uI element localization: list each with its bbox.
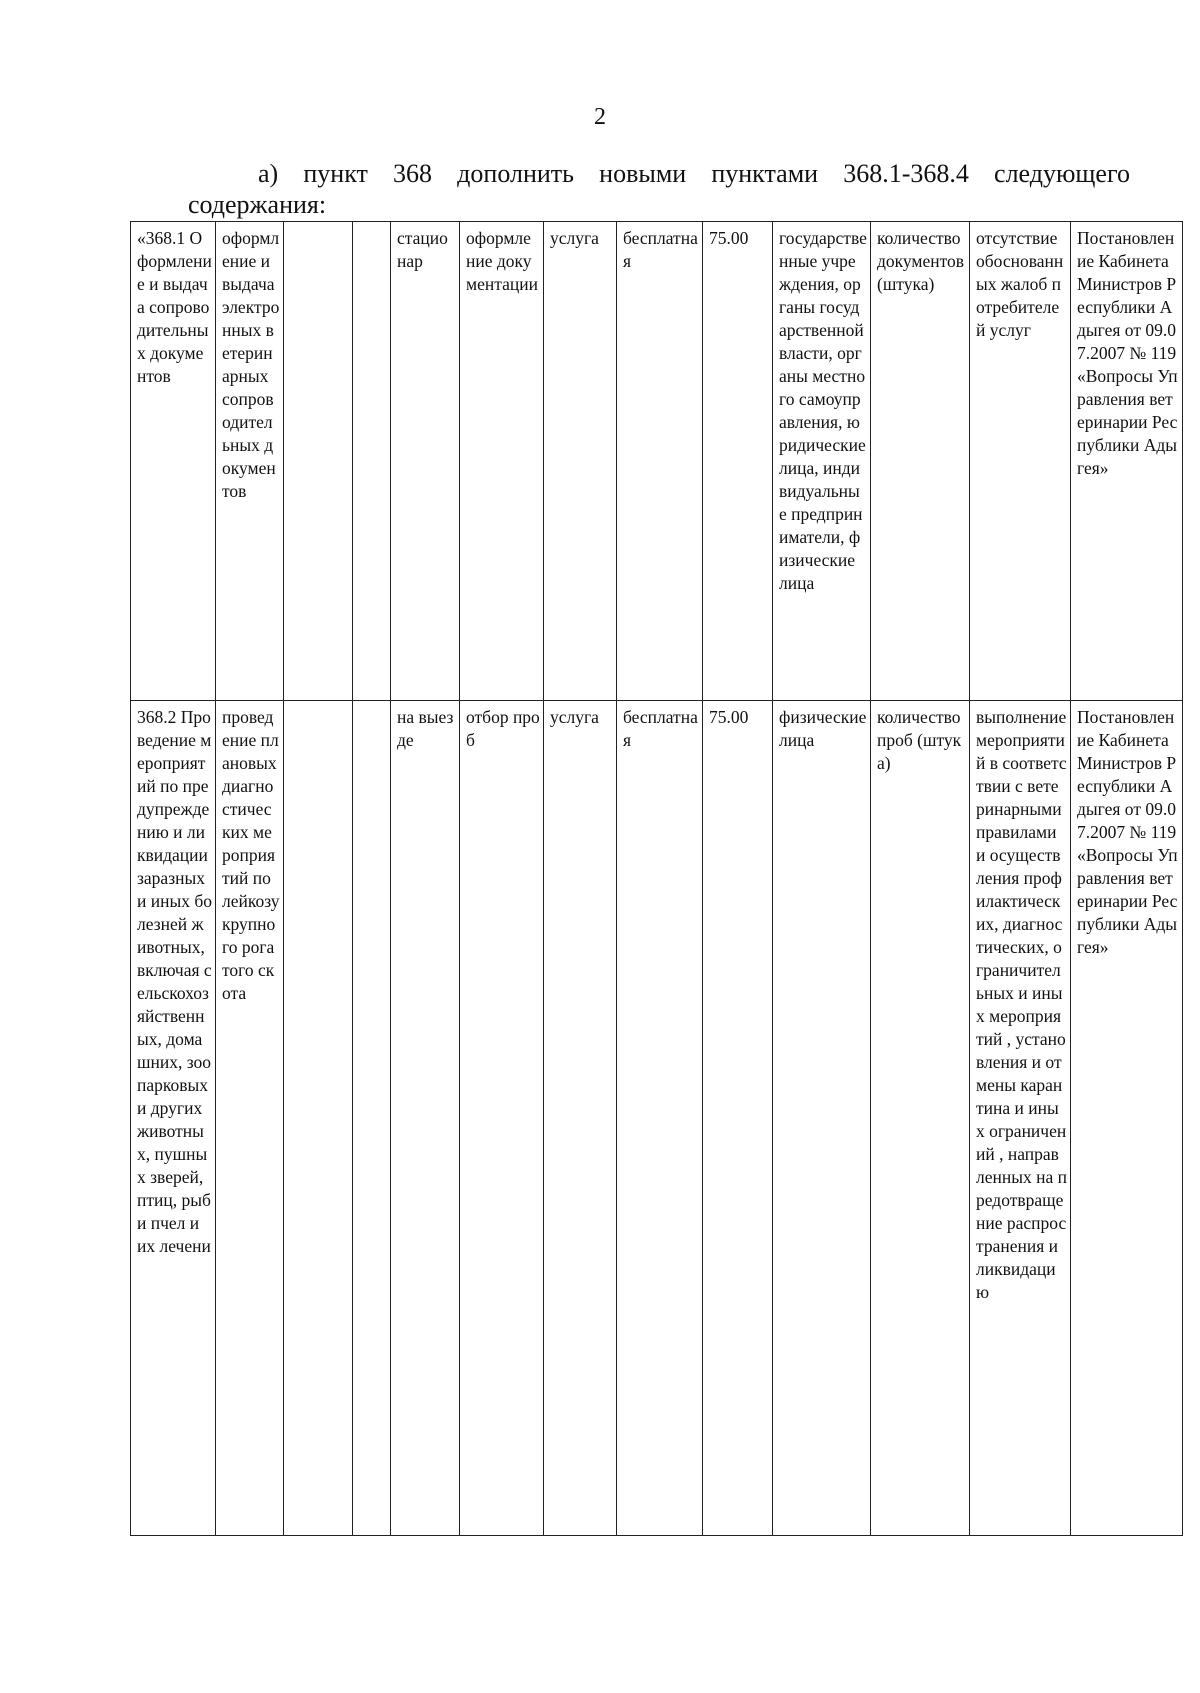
table-row [131, 222, 1183, 701]
table-cell-code: 75.00 [703, 222, 773, 701]
table-cell-empty [353, 222, 391, 701]
table-cell-empty [284, 222, 353, 701]
table-cell-volume: количество проб (штука) [871, 701, 970, 1536]
table-cell-code: 75.00 [703, 701, 773, 1536]
intro-line-2: содержания: [188, 190, 327, 219]
table-cell-form: на выезде [391, 701, 460, 1536]
table-cell-payment: бесплатная [617, 701, 703, 1536]
table-cell-basis: Постановление Кабинета Министров Республики Адыгея от 09.07.2007 № 119 «Вопросы Управления ветеринарии Республики Адыгея» [1071, 701, 1183, 1536]
table-cell-consumers: физические лица [773, 701, 871, 1536]
table-cell-quality: выполнение мероприятий в соответствии с ветеринарными правилами и осуществления профилактических, диагностических, ограничительных и иных мероприятий , установления и отмены карантина и иных ограничений , направленных на предотвращение распространения и ликвидацию [970, 701, 1071, 1536]
table-cell-work: проведение плановых диагностических мероприятий по лейкозу крупного рогатого скота [216, 701, 284, 1536]
table-cell-item: 368.2 Проведение мероприятий по предупреждению и ликвидации заразных и иных болезней животных, включая сельскохозяйственных, домашних, зоопарковых и других животных, пушных зверей, птиц, рыб и пчел и их лечени [131, 701, 216, 1536]
page-number: 2 [594, 104, 606, 130]
intro-paragraph [188, 158, 1130, 220]
table-cell-volume: количество документов (штука) [871, 222, 970, 701]
intro-line-1: а) пункт 368 дополнить новыми пунктами 368.1-368.4 следующего [258, 159, 1130, 188]
table-cell-item: «368.1 Оформление и выдача сопроводительных документов [131, 222, 216, 701]
table-cell-type: услуга [544, 222, 617, 701]
table-cell-content: отбор проб [460, 701, 544, 1536]
table-cell-empty [353, 701, 391, 1536]
table-cell-form: стационар [391, 222, 460, 701]
services-table [130, 221, 1183, 1536]
table-cell-empty [284, 701, 353, 1536]
table-cell-type: услуга [544, 701, 617, 1536]
table-cell-work: оформление и выдача электронных ветеринарных сопроводительных документов [216, 222, 284, 701]
table-cell-basis: Постановление Кабинета Министров Республики Адыгея от 09.07.2007 № 119 «Вопросы Управления ветеринарии Республики Адыгея» [1071, 222, 1183, 701]
table-cell-content: оформление документации [460, 222, 544, 701]
table-cell-quality: отсутствие обоснованных жалоб потребителей услуг [970, 222, 1071, 701]
table-cell-payment: бесплатная [617, 222, 703, 701]
table-cell-consumers: государственные учреждения, органы государственной власти, органы местного самоуправления, юридические лица, индивидуальные предприниматели, физические лица [773, 222, 871, 701]
table-row [131, 701, 1183, 1536]
